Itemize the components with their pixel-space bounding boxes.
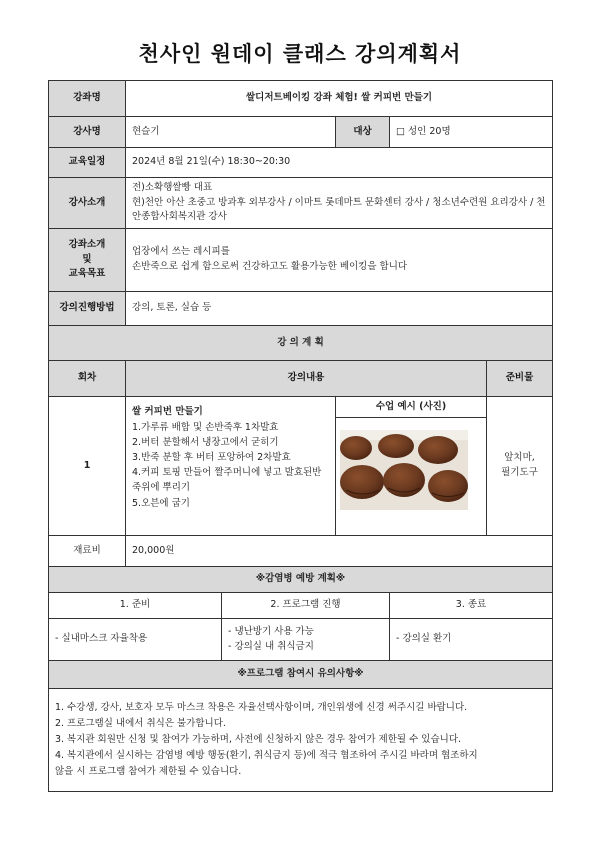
materials-column-header: 준비물	[487, 361, 553, 397]
goal-line-2: 손반죽으로 쉽게 함으로써 건강하고도 활용가능한 베이킹을 합니다	[132, 261, 408, 272]
row-plan-heading	[49, 326, 553, 361]
goal-label-3: 교육목표	[68, 268, 106, 280]
bio-line-1: 전)소확행쌀빵 대표	[132, 181, 213, 193]
materials-line-2: 필기도구	[501, 467, 538, 478]
fee-label: 재료비	[49, 536, 126, 567]
notice-item-3: 3. 복지관 회원만 신청 및 참여가 가능하며, 사전에 신청하지 않은 경우 참여가 제한될 수 있습니다.	[55, 733, 462, 745]
content-steps	[132, 420, 329, 511]
prevention-progress-value	[222, 619, 390, 661]
row-prevention-heading	[49, 567, 553, 593]
fee-value: 20,000원	[126, 536, 553, 567]
prevention-progress-line-1: - 냉난방기 사용 가능	[228, 625, 314, 637]
goal-label-2: 및	[82, 253, 92, 265]
row-plan-columns	[49, 361, 553, 397]
instructor-value: 현슬기	[126, 117, 336, 148]
course-name-label: 강좌명	[49, 81, 126, 117]
row-prevention-values	[49, 619, 553, 661]
schedule-label: 교육일정	[49, 148, 126, 178]
course-name-value: 쌀디저트베이킹 강좌 체험! 쌀 커피번 만들기	[126, 81, 553, 117]
bio-line-2: 현)천안 아산 초중고 방과후 외부강사 / 이마트 롯데마트 문화센터 강사 / 청소년수련원 요리강사 / 천안종합사회복지관 강사	[132, 196, 546, 223]
row-bio	[49, 178, 553, 229]
notice-item-2: 2. 프로그램실 내에서 취식은 불가합니다.	[55, 717, 226, 729]
method-label: 강의진행방법	[49, 292, 126, 326]
materials-value	[487, 397, 553, 536]
step-5: 5.오븐에 굽기	[132, 497, 190, 509]
notice-item-4: 4. 복지관에서 실시하는 감염병 예방 행동(환기, 취식금지 등)에 적극 협조하여 주시길 바라며 협조하지	[55, 750, 478, 762]
goal-label-1: 강좌소개	[68, 238, 106, 250]
goal-line-1: 업장에서 쓰는 레시피를	[132, 246, 230, 258]
step-4: 4.커피 토핑 만들어 짤주머니에 넣고 발효된반죽위에 뿌리기	[132, 467, 322, 494]
row-fee	[49, 536, 553, 567]
prevention-end-value: - 강의실 환기	[390, 619, 553, 661]
notice-item-4-continued: 않을 시 프로그램 참여가 제한될 수 있습니다.	[55, 766, 242, 778]
goal-label	[49, 229, 126, 292]
row-goal	[49, 229, 553, 292]
step-2: 2.버터 분할해서 냉장고에서 굳히기	[132, 436, 279, 448]
prevention-col-prepare: 1. 준비	[49, 593, 222, 619]
row-plan-session	[49, 397, 553, 536]
session-content	[126, 397, 336, 536]
notice-item-1: 1. 수강생, 강사, 보호자 모두 마스크 착용은 자율선택사항이며, 개인위생에 신경 써주시길 바랍니다.	[55, 701, 468, 713]
step-1: 1.가루류 배합 및 손반죽후 1차발효	[132, 421, 279, 433]
notice-list	[49, 689, 553, 792]
photo-box	[336, 418, 486, 518]
target-value: □ 성인 20명	[390, 117, 553, 148]
bio-label: 강사소개	[49, 178, 126, 229]
content-title: 쌀 커피번 만들기	[132, 406, 203, 417]
page-title: 천사인 원데이 클래스 강의계획서	[138, 42, 462, 66]
prevention-col-progress: 2. 프로그램 진행	[222, 593, 390, 619]
row-instructor	[49, 117, 553, 148]
row-method	[49, 292, 553, 326]
instructor-label: 강사명	[49, 117, 126, 148]
session-column-header: 회차	[49, 361, 126, 397]
goal-value	[126, 229, 553, 292]
photo-cell	[336, 397, 487, 536]
lecture-plan-table	[48, 80, 553, 792]
schedule-value: 2024년 8월 21일(수) 18:30~20:30	[126, 148, 553, 178]
plan-heading: 강 의 계 획	[49, 326, 553, 361]
notice-heading: ※프로그램 참여시 유의사항※	[49, 661, 553, 689]
coffee-bun-photo	[340, 430, 468, 510]
method-value: 강의, 토론, 실습 등	[126, 292, 553, 326]
row-prevention-columns	[49, 593, 553, 619]
row-notice-heading	[49, 661, 553, 689]
prevention-progress-line-2: - 강의실 내 취식금지	[228, 640, 314, 652]
row-schedule	[49, 148, 553, 178]
materials-line-1: 앞치마,	[504, 452, 535, 464]
target-label: 대상	[336, 117, 390, 148]
row-course-name	[49, 81, 553, 117]
bio-value	[126, 178, 553, 229]
row-notice-items	[49, 689, 553, 792]
prevention-heading: ※감염병 예방 계획※	[49, 567, 553, 593]
prevention-col-end: 3. 종료	[390, 593, 553, 619]
content-column-header: 강의내용	[126, 361, 487, 397]
prevention-prepare-value: - 실내마스크 자율착용	[49, 619, 222, 661]
session-number: 1	[49, 397, 126, 536]
step-3: 3.반죽 분할 후 버터 포앙하여 2차발효	[132, 452, 291, 464]
photo-label: 수업 예시 (사진)	[336, 397, 486, 418]
